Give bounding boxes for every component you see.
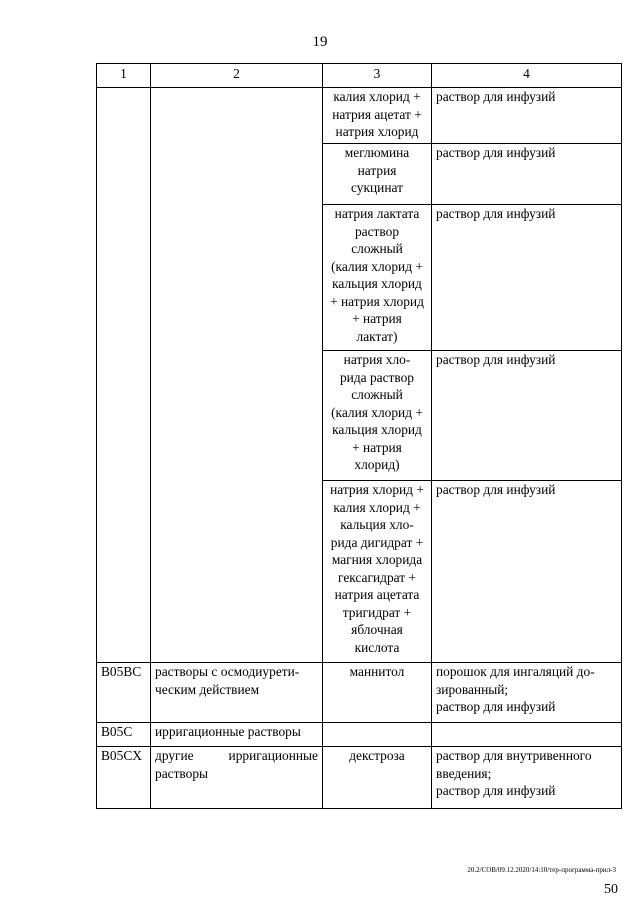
column-header-4: 4 bbox=[432, 64, 622, 88]
atc-code-cell: B05C bbox=[97, 723, 151, 747]
group-name-cell: другие ирригационные растворы bbox=[151, 747, 323, 809]
drug-table bbox=[96, 63, 622, 809]
column-header-1: 1 bbox=[97, 64, 151, 88]
dosage-form-cell: раствор для инфузий bbox=[432, 481, 622, 663]
column-header-2: 2 bbox=[151, 64, 323, 88]
atc-code-cell: B05CX bbox=[97, 747, 151, 809]
substance-cell: натрия хло- рида раствор сложный (калия хлорид + кальция хлорид + натрия хлорид) bbox=[323, 351, 432, 481]
atc-code-cell bbox=[97, 88, 151, 663]
table-row bbox=[97, 663, 622, 723]
atc-code-cell: B05BC bbox=[97, 663, 151, 723]
header-row bbox=[97, 64, 622, 88]
table-row bbox=[97, 747, 622, 809]
footer-code: 20.2/СОВ/09.12.2020/14:10/тер-программа-прил-3 bbox=[467, 866, 616, 874]
dosage-form-cell: порошок для ингаляций до- зированный; раствор для инфузий bbox=[432, 663, 622, 723]
column-header-3: 3 bbox=[323, 64, 432, 88]
substance-cell bbox=[323, 723, 432, 747]
substance-cell: натрия хлорид + калия хлорид + кальция хло- рида дигидрат + магния хлорида гексагидрат + натрия ацетата тригидрат + яблочная кислота bbox=[323, 481, 432, 663]
dosage-form-cell: раствор для инфузий bbox=[432, 205, 622, 351]
dosage-form-cell: раствор для инфузий bbox=[432, 351, 622, 481]
group-name-cell bbox=[151, 88, 323, 663]
group-name-cell: растворы с осмодиурети- ческим действием bbox=[151, 663, 323, 723]
substance-cell: маннитол bbox=[323, 663, 432, 723]
substance-cell: натрия лактата раствор сложный (калия хлорид + кальция хлорид + натрия хлорид + натрия лактат) bbox=[323, 205, 432, 351]
substance-cell: калия хлорид + натрия ацетат + натрия хлорид bbox=[323, 88, 432, 144]
substance-cell: меглюмина натрия сукцинат bbox=[323, 144, 432, 205]
table-row bbox=[97, 723, 622, 747]
page-number: 19 bbox=[312, 34, 328, 50]
dosage-form-cell: раствор для внутривенного введения; раствор для инфузий bbox=[432, 747, 622, 809]
substance-cell: декстроза bbox=[323, 747, 432, 809]
dosage-form-cell: раствор для инфузий bbox=[432, 88, 622, 144]
dosage-form-cell bbox=[432, 723, 622, 747]
sheet-number: 50 bbox=[604, 882, 618, 897]
dosage-form-cell: раствор для инфузий bbox=[432, 144, 622, 205]
group-name-cell: ирригационные растворы bbox=[151, 723, 323, 747]
table-row bbox=[97, 88, 622, 144]
